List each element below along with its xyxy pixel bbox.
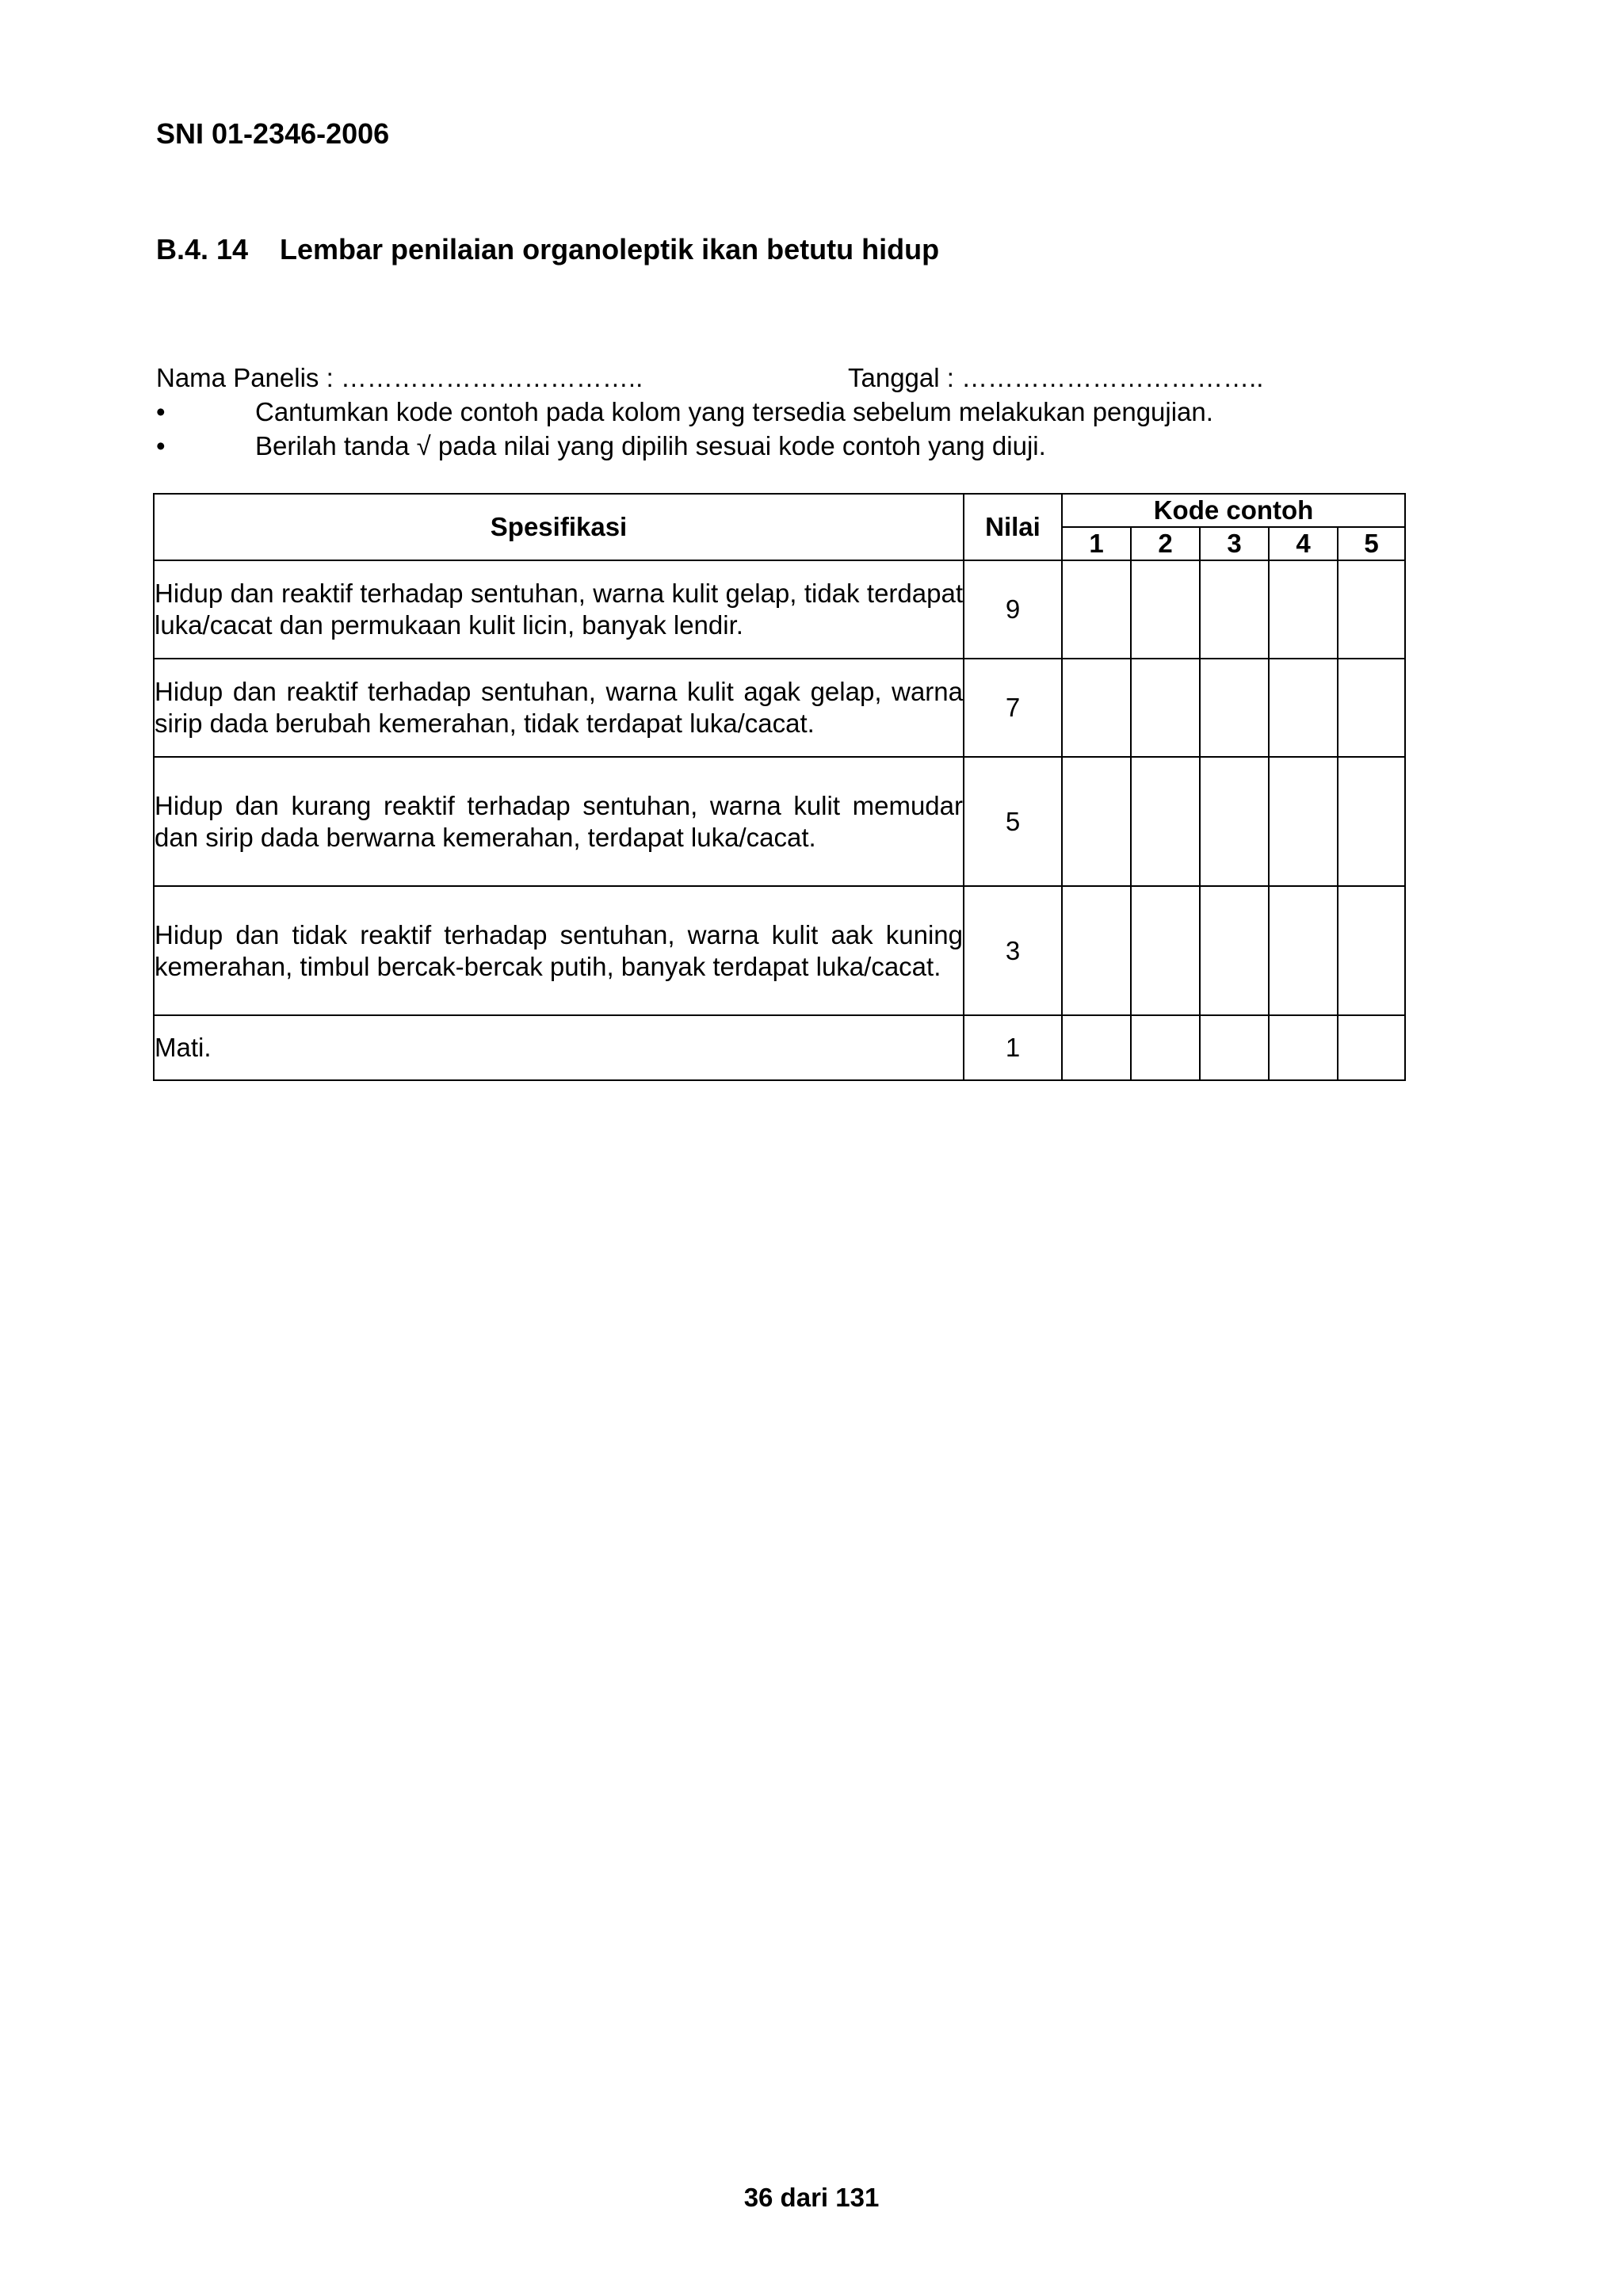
check-cell[interactable] [1131, 560, 1200, 659]
organoleptic-score-table [153, 493, 1406, 1081]
check-cell[interactable] [1338, 560, 1405, 659]
check-cell[interactable] [1269, 659, 1338, 757]
date-field: Tanggal : …………………………….. [848, 363, 1264, 392]
check-cell[interactable] [1062, 886, 1131, 1015]
sample-code-header: Kode contoh [1062, 494, 1405, 527]
sample-number-5: 5 [1338, 527, 1405, 560]
check-cell[interactable] [1269, 886, 1338, 1015]
check-cell[interactable] [1131, 757, 1200, 886]
check-cell[interactable] [1062, 560, 1131, 659]
section-heading [156, 233, 939, 266]
sample-number-4: 4 [1269, 527, 1338, 560]
check-cell[interactable] [1200, 886, 1269, 1015]
table-row [154, 886, 1405, 1015]
value-column-header: Nilai [964, 494, 1062, 560]
value-cell: 1 [964, 1015, 1062, 1080]
check-cell[interactable] [1131, 1015, 1200, 1080]
page-number: 36 dari 131 [743, 2183, 880, 2212]
spec-column-header: Spesifikasi [154, 494, 964, 560]
table-row [154, 1015, 1405, 1080]
spec-cell: Hidup dan reaktif terhadap sentuhan, warna kulit agak gelap, warna sirip dada berubah kemerahan, tidak terdapat luka/cacat. [154, 659, 964, 757]
check-cell[interactable] [1269, 560, 1338, 659]
value-cell: 3 [964, 886, 1062, 1015]
spec-cell: Mati. [154, 1015, 964, 1080]
spec-cell: Hidup dan tidak reaktif terhadap sentuhan, warna kulit aak kuning kemerahan, timbul bercak-bercak putih, banyak terdapat luka/cacat. [154, 886, 964, 1015]
check-cell[interactable] [1131, 886, 1200, 1015]
instruction-text: Cantumkan kode contoh pada kolom yang tersedia sebelum melakukan pengujian. [255, 397, 1213, 426]
instruction-item [156, 429, 1213, 463]
sample-number-2: 2 [1131, 527, 1200, 560]
check-cell[interactable] [1269, 1015, 1338, 1080]
table-row [154, 757, 1405, 886]
check-cell[interactable] [1338, 659, 1405, 757]
bullet-icon: • [156, 431, 166, 460]
check-cell[interactable] [1200, 1015, 1269, 1080]
document-code: SNI 01-2346-2006 [156, 117, 390, 150]
instruction-text: Berilah tanda √ pada nilai yang dipilih sesuai kode contoh yang diuji. [255, 431, 1046, 460]
bullet-icon: • [156, 397, 166, 426]
check-cell[interactable] [1338, 886, 1405, 1015]
check-cell[interactable] [1131, 659, 1200, 757]
instruction-list [156, 395, 1213, 463]
sample-number-3: 3 [1200, 527, 1269, 560]
check-cell[interactable] [1269, 757, 1338, 886]
check-cell[interactable] [1338, 1015, 1405, 1080]
instruction-item [156, 395, 1213, 429]
value-cell: 5 [964, 757, 1062, 886]
value-cell: 7 [964, 659, 1062, 757]
sample-number-1: 1 [1062, 527, 1131, 560]
spec-cell: Hidup dan kurang reaktif terhadap sentuhan, warna kulit memudar dan sirip dada berwarna kemerahan, terdapat luka/cacat. [154, 757, 964, 886]
check-cell[interactable] [1200, 659, 1269, 757]
spec-cell: Hidup dan reaktif terhadap sentuhan, warna kulit gelap, tidak terdapat luka/cacat dan permukaan kulit licin, banyak lendir. [154, 560, 964, 659]
value-cell: 9 [964, 560, 1062, 659]
section-title: Lembar penilaian organoleptik ikan betutu hidup [280, 233, 940, 266]
header-row [154, 494, 1405, 527]
section-number: B.4. 14 [156, 233, 249, 266]
check-cell[interactable] [1062, 659, 1131, 757]
check-cell[interactable] [1338, 757, 1405, 886]
check-cell[interactable] [1062, 757, 1131, 886]
table-row [154, 659, 1405, 757]
check-cell[interactable] [1200, 560, 1269, 659]
check-cell[interactable] [1062, 1015, 1131, 1080]
check-cell[interactable] [1200, 757, 1269, 886]
panelist-name-field: Nama Panelis : …………………………….. [156, 363, 643, 392]
table-row [154, 560, 1405, 659]
